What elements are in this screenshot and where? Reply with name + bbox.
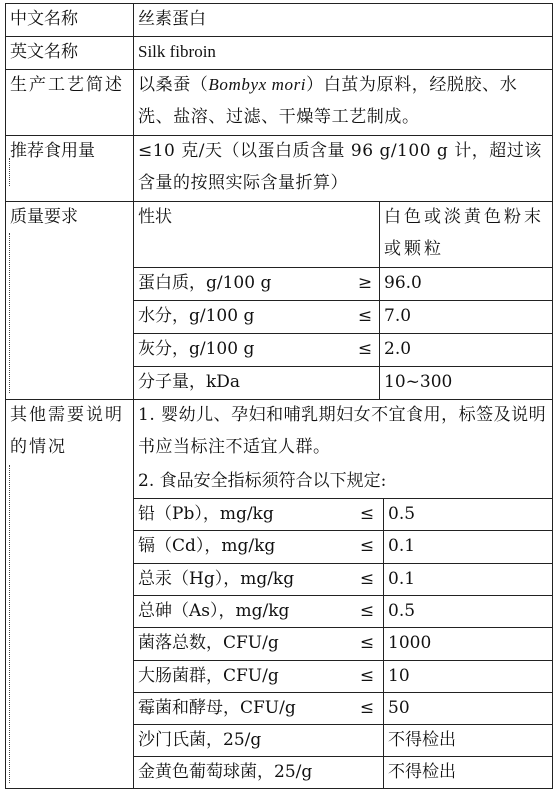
border-right (552, 3, 553, 789)
value-chinese-name: 丝素蛋白 (138, 9, 206, 29)
quality-item-operator: ≤ (357, 306, 373, 326)
quality-item-value: 7.0 (384, 306, 412, 326)
label-process: 生产工艺简述 (10, 75, 124, 95)
other-item-operator: ≤ (359, 569, 375, 589)
label-other: 其他需要说明的情况 (10, 405, 124, 457)
row-divider (5, 399, 553, 400)
other-item-operator: ≤ (359, 666, 375, 686)
quality-item-value: 2.0 (384, 339, 412, 359)
other-item-operator (351, 724, 383, 756)
quality-item-value: 96.0 (384, 273, 422, 293)
other-item-name: 总砷（As），mg/kg (138, 601, 290, 621)
quality-item-value: 10~300 (384, 372, 453, 392)
other-row-divider (133, 563, 553, 564)
process-text-post: ）白茧为原料，经脱胶、水洗、盐溶、过滤、干燥等工艺制成。 (138, 75, 518, 127)
other-sub-divider (133, 498, 553, 499)
other-item-name: 霉菌和酵母，CFU/g (138, 698, 296, 718)
label-english-name: 英文名称 (10, 42, 78, 62)
quality-row-divider (133, 300, 553, 301)
label-chinese-name: 中文名称 (10, 9, 78, 29)
quality-item-name: 水分，g/100 g (138, 306, 255, 326)
other-item-name: 铅（Pb），mg/kg (138, 504, 274, 524)
other-row-divider (133, 756, 553, 757)
quality-item-name: 蛋白质，g/100 g (138, 273, 272, 293)
quality-item-name: 性状 (138, 207, 172, 227)
row-divider (5, 201, 553, 202)
other-note-1: 1. 婴幼儿、孕妇和哺乳期妇女不宜食用，标签及说明书应当标注不适宜人群。 (138, 405, 547, 457)
value-dosage: ≤10 克/天（以蛋白质含量 96 g/100 g 计，超过该含量的按照实际含量折算） (138, 141, 542, 193)
other-item-value: 0.1 (388, 536, 416, 556)
other-item-name: 金黄色葡萄球菌，25/g (138, 762, 313, 782)
process-species: Bombyx mori (208, 75, 307, 94)
value-english-name: Silk fibroin (138, 42, 216, 61)
other-item-value: 10 (388, 666, 410, 686)
quality-row-divider (133, 267, 553, 268)
other-item-value: 1000 (388, 633, 432, 653)
label-dotted-marker (9, 465, 10, 783)
other-row-divider (133, 595, 553, 596)
quality-item-name: 分子量，kDa (138, 372, 241, 392)
other-item-operator: ≤ (359, 698, 375, 718)
other-item-value: 不得检出 (388, 730, 456, 750)
other-row-divider (133, 724, 553, 725)
other-item-value: 0.5 (388, 504, 416, 524)
row-divider (5, 69, 553, 70)
quality-row-divider (133, 366, 553, 367)
quality-item-operator: ≤ (357, 339, 373, 359)
other-item-operator (351, 756, 383, 789)
other-item-operator: ≤ (359, 536, 375, 556)
row-divider (5, 135, 553, 136)
other-item-name: 菌落总数，CFU/g (138, 633, 279, 653)
process-text-pre: 以桑蚕（ (138, 75, 209, 95)
quality-item-value: 白色或淡黄色粉末或颗粒 (384, 207, 544, 259)
border-top (5, 3, 553, 4)
row-divider (5, 36, 553, 37)
other-item-name: 大肠菌群，CFU/g (138, 666, 279, 686)
other-item-value: 不得检出 (388, 762, 456, 782)
other-value-divider (383, 498, 384, 789)
other-note-2: 2. 食品安全指标须符合以下规定: (138, 471, 387, 491)
other-item-value: 0.5 (388, 601, 416, 621)
other-item-value: 50 (388, 698, 410, 718)
other-item-operator: ≤ (359, 601, 375, 621)
other-row-divider (133, 660, 553, 661)
divider-label-column (133, 3, 134, 789)
other-item-name: 总汞（Hg），mg/kg (138, 569, 295, 589)
other-item-operator: ≤ (359, 504, 375, 524)
spec-table (5, 3, 553, 789)
quality-item-operator: ≥ (357, 273, 373, 293)
other-item-name: 沙门氏菌，25/g (138, 730, 262, 750)
label-dosage: 推荐食用量 (10, 141, 95, 161)
other-item-name: 镉（Cd），mg/kg (138, 536, 276, 556)
other-row-divider (133, 692, 553, 693)
value-process (133, 69, 553, 135)
quality-row-divider (133, 333, 553, 334)
border-bottom (5, 788, 553, 789)
label-dotted-marker (9, 233, 10, 393)
border-left (5, 3, 6, 789)
label-dotted-marker (9, 158, 10, 186)
other-row-divider (133, 627, 553, 628)
other-item-value: 0.1 (388, 569, 416, 589)
quality-item-name: 灰分，g/100 g (138, 339, 255, 359)
label-quality: 质量要求 (10, 207, 78, 227)
other-item-operator: ≤ (359, 633, 375, 653)
other-row-divider (133, 530, 553, 531)
